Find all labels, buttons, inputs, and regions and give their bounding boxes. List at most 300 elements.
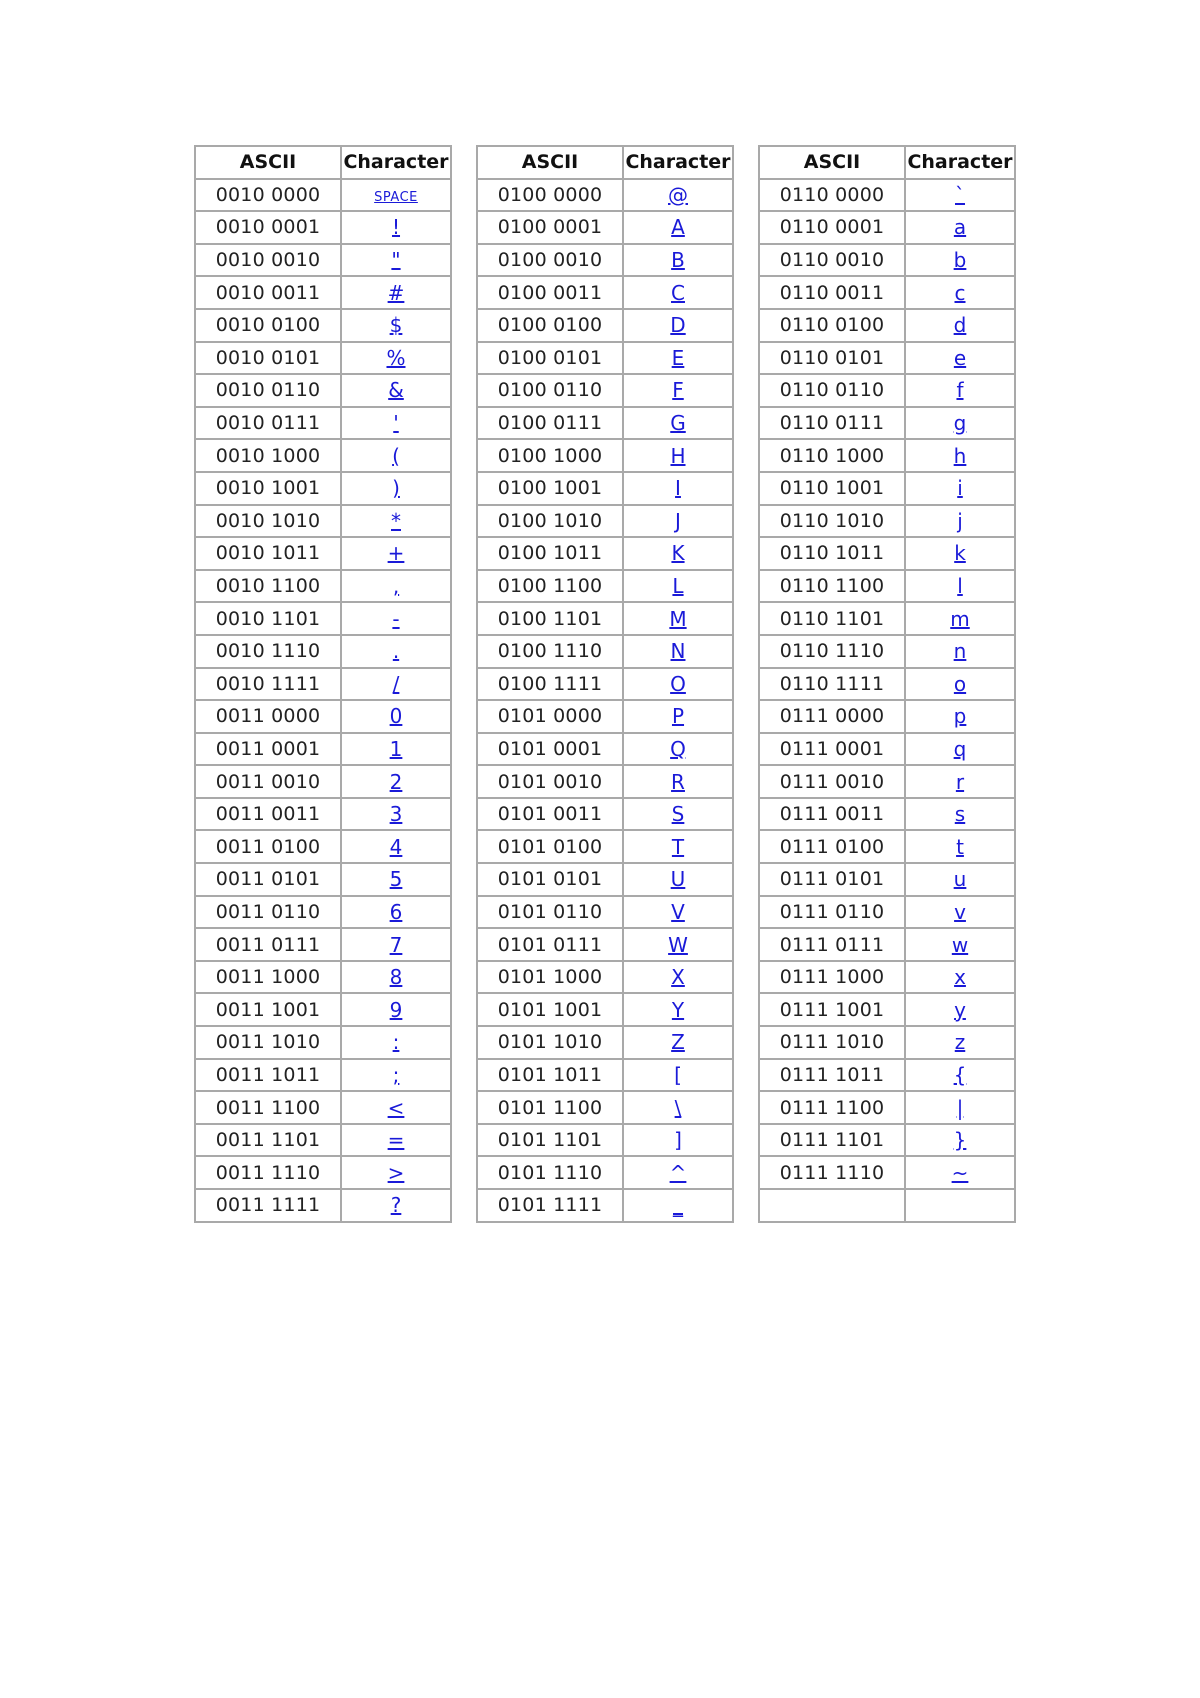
- header-row: [759, 146, 1015, 179]
- character-link[interactable]: ": [391, 248, 401, 273]
- character-link[interactable]: U: [670, 867, 686, 892]
- character-link[interactable]: _: [673, 1193, 683, 1218]
- table-row: [195, 928, 451, 961]
- ascii-code-cell: 0111 0101: [759, 863, 905, 896]
- table-row: [759, 928, 1015, 961]
- character-cell: [905, 1124, 1015, 1157]
- table-row: [195, 635, 451, 668]
- table-row: [195, 765, 451, 798]
- table-row: [477, 700, 733, 733]
- ascii-code-cell: 0010 1001: [195, 472, 341, 505]
- ascii-code-cell: 0010 0011: [195, 276, 341, 309]
- ascii-code-cell: 0101 1111: [477, 1189, 623, 1222]
- character-cell: [623, 798, 733, 831]
- table-row: [195, 342, 451, 375]
- ascii-code-cell: 0111 1011: [759, 1059, 905, 1092]
- ascii-code-cell: 0101 0010: [477, 765, 623, 798]
- table-row: [195, 1124, 451, 1157]
- ascii-code-cell: 0100 1011: [477, 537, 623, 570]
- ascii-tables: [194, 145, 1016, 1223]
- character-link[interactable]: v: [954, 899, 966, 924]
- table-row: [759, 798, 1015, 831]
- character-link[interactable]: :: [392, 1030, 400, 1055]
- character-link[interactable]: H: [670, 443, 686, 468]
- character-link[interactable]: #: [387, 280, 405, 305]
- character-link[interactable]: o: [953, 671, 967, 696]
- ascii-code-cell: 0110 1101: [759, 602, 905, 635]
- ascii-code-cell: 0011 0011: [195, 798, 341, 831]
- character-cell: [623, 309, 733, 342]
- character-cell: [905, 961, 1015, 994]
- table-row: [759, 537, 1015, 570]
- table-row: [477, 374, 733, 407]
- table-row: [759, 863, 1015, 896]
- character-cell: [905, 244, 1015, 277]
- character-cell: [623, 472, 733, 505]
- character-link[interactable]: P: [671, 704, 685, 729]
- character-cell: [623, 733, 733, 766]
- character-cell: [623, 765, 733, 798]
- character-cell: [341, 602, 451, 635]
- ascii-code-cell: [759, 1189, 905, 1222]
- character-link[interactable]: k: [954, 541, 966, 566]
- character-cell: [623, 896, 733, 929]
- character-cell: [341, 1026, 451, 1059]
- character-link[interactable]: >: [387, 1160, 405, 1185]
- character-cell: [623, 342, 733, 375]
- character-link[interactable]: SPACE: [374, 189, 418, 205]
- character-link[interactable]: 7: [389, 932, 403, 957]
- character-link[interactable]: 2: [389, 769, 403, 794]
- character-cell: [341, 928, 451, 961]
- ascii-code-cell: 0110 1100: [759, 570, 905, 603]
- ascii-code-cell: 0011 1111: [195, 1189, 341, 1222]
- character-cell: [341, 1124, 451, 1157]
- character-link[interactable]: Z: [671, 1030, 685, 1055]
- table-row: [195, 830, 451, 863]
- character-link[interactable]: 6: [389, 899, 403, 924]
- character-link[interactable]: ]: [674, 1128, 682, 1153]
- character-cell: [905, 928, 1015, 961]
- ascii-code-cell: 0111 0000: [759, 700, 905, 733]
- table-row: [195, 505, 451, 538]
- character-cell: [905, 993, 1015, 1026]
- table-row: [759, 1189, 1015, 1222]
- ascii-code-cell: 0011 0010: [195, 765, 341, 798]
- character-cell: [341, 276, 451, 309]
- ascii-code-cell: 0010 1110: [195, 635, 341, 668]
- ascii-code-cell: 0011 1101: [195, 1124, 341, 1157]
- character-link[interactable]: E: [671, 345, 685, 370]
- character-cell: [341, 635, 451, 668]
- character-cell: [905, 668, 1015, 701]
- ascii-code-cell: 0100 1010: [477, 505, 623, 538]
- character-link[interactable]: |: [956, 1095, 964, 1120]
- character-cell: [341, 798, 451, 831]
- ascii-code-cell: 0101 0101: [477, 863, 623, 896]
- ascii-code-cell: 0110 0011: [759, 276, 905, 309]
- character-cell: [905, 309, 1015, 342]
- ascii-code-cell: 0011 0001: [195, 733, 341, 766]
- character-link[interactable]: i: [957, 476, 963, 501]
- table-row: [477, 1124, 733, 1157]
- character-link[interactable]: [: [674, 1062, 682, 1087]
- character-link[interactable]: *: [391, 508, 401, 533]
- character-cell: [905, 602, 1015, 635]
- table-row: [477, 1189, 733, 1222]
- character-cell: [905, 1059, 1015, 1092]
- character-cell: [623, 1091, 733, 1124]
- character-cell: [341, 733, 451, 766]
- table-row: [195, 179, 451, 212]
- character-link[interactable]: q: [953, 736, 967, 761]
- ascii-code-cell: 0100 1001: [477, 472, 623, 505]
- character-cell: [341, 342, 451, 375]
- character-link[interactable]: W: [668, 932, 688, 957]
- table-row: [759, 700, 1015, 733]
- table-row: [759, 993, 1015, 1026]
- ascii-code-cell: 0110 0101: [759, 342, 905, 375]
- character-link[interactable]: b: [953, 248, 967, 273]
- table-row: [477, 1059, 733, 1092]
- table-row: [759, 830, 1015, 863]
- character-link[interactable]: s: [954, 802, 966, 827]
- character-link[interactable]: ;: [392, 1062, 400, 1087]
- table-row: [759, 668, 1015, 701]
- character-cell: [905, 765, 1015, 798]
- character-cell: [341, 830, 451, 863]
- table-row: [759, 1124, 1015, 1157]
- character-cell: [341, 993, 451, 1026]
- character-link[interactable]: ): [392, 476, 400, 501]
- ascii-code-cell: 0111 1000: [759, 961, 905, 994]
- table-row: [195, 863, 451, 896]
- character-link[interactable]: M: [669, 606, 687, 631]
- ascii-code-cell: 0011 1001: [195, 993, 341, 1026]
- table-row: [195, 439, 451, 472]
- table-row: [477, 342, 733, 375]
- ascii-code-cell: 0111 0010: [759, 765, 905, 798]
- character-link[interactable]: <: [387, 1095, 405, 1120]
- character-link[interactable]: +: [387, 541, 405, 566]
- character-link[interactable]: .: [392, 639, 400, 664]
- character-cell: [623, 1026, 733, 1059]
- character-link[interactable]: L: [672, 574, 684, 599]
- table-row: [195, 602, 451, 635]
- character-header: Character: [341, 146, 451, 179]
- table-row: [759, 309, 1015, 342]
- character-link[interactable]: \: [674, 1095, 682, 1120]
- character-cell: [341, 765, 451, 798]
- ascii-code-cell: 0100 0011: [477, 276, 623, 309]
- ascii-code-cell: 0100 0111: [477, 407, 623, 440]
- ascii-code-cell: 0011 1011: [195, 1059, 341, 1092]
- table-row: [477, 928, 733, 961]
- table-row: [477, 472, 733, 505]
- character-link[interactable]: ,: [392, 574, 400, 599]
- table-row: [477, 1026, 733, 1059]
- character-cell: [623, 374, 733, 407]
- character-cell: [341, 374, 451, 407]
- ascii-code-cell: 0011 1000: [195, 961, 341, 994]
- table-row: [195, 798, 451, 831]
- ascii-code-cell: 0010 0010: [195, 244, 341, 277]
- ascii-code-cell: 0100 0000: [477, 179, 623, 212]
- character-cell: [905, 211, 1015, 244]
- character-link[interactable]: ~: [951, 1160, 969, 1185]
- table-row: [195, 733, 451, 766]
- character-cell: [623, 1059, 733, 1092]
- character-link[interactable]: t: [956, 834, 964, 859]
- character-cell: [905, 863, 1015, 896]
- character-link[interactable]: X: [671, 965, 685, 990]
- character-link[interactable]: T: [671, 834, 685, 859]
- character-link[interactable]: z: [954, 1030, 966, 1055]
- ascii-table-3: [758, 145, 1016, 1223]
- table-row: [195, 993, 451, 1026]
- ascii-code-cell: 0010 0000: [195, 179, 341, 212]
- ascii-code-cell: 0110 1000: [759, 439, 905, 472]
- table-row: [759, 961, 1015, 994]
- ascii-code-cell: 0111 0100: [759, 830, 905, 863]
- ascii-code-cell: 0110 1111: [759, 668, 905, 701]
- character-link[interactable]: N: [670, 639, 686, 664]
- table-row: [477, 505, 733, 538]
- table-row: [759, 276, 1015, 309]
- table-row: [477, 635, 733, 668]
- character-cell: [341, 211, 451, 244]
- character-cell: [905, 798, 1015, 831]
- table-row: [477, 309, 733, 342]
- table-row: [195, 1156, 451, 1189]
- table-row: [477, 244, 733, 277]
- character-link[interactable]: x: [954, 965, 966, 990]
- table-row: [477, 179, 733, 212]
- character-link[interactable]: ^: [669, 1160, 687, 1185]
- character-cell: [341, 1189, 451, 1222]
- character-link[interactable]: !: [391, 215, 401, 240]
- character-link[interactable]: =: [387, 1128, 405, 1153]
- character-link[interactable]: R: [671, 769, 685, 794]
- character-link[interactable]: C: [671, 280, 685, 305]
- table-row: [759, 635, 1015, 668]
- table-row: [759, 439, 1015, 472]
- character-link[interactable]: ?: [390, 1193, 402, 1218]
- character-link[interactable]: Y: [671, 997, 685, 1022]
- character-cell: [623, 407, 733, 440]
- ascii-code-cell: 0101 0110: [477, 896, 623, 929]
- character-cell: [341, 505, 451, 538]
- character-link[interactable]: e: [953, 345, 967, 370]
- character-link[interactable]: c: [954, 280, 966, 305]
- character-link[interactable]: m: [950, 606, 970, 631]
- character-link[interactable]: $: [389, 313, 403, 338]
- character-link[interactable]: (: [392, 443, 400, 468]
- ascii-code-cell: 0110 1011: [759, 537, 905, 570]
- table-row: [759, 472, 1015, 505]
- character-link[interactable]: j: [957, 508, 963, 533]
- table-row: [477, 993, 733, 1026]
- character-link[interactable]: I: [675, 476, 681, 501]
- character-link[interactable]: p: [953, 704, 967, 729]
- character-cell: [905, 505, 1015, 538]
- ascii-code-cell: 0010 1010: [195, 505, 341, 538]
- character-link[interactable]: A: [671, 215, 685, 240]
- table-row: [477, 830, 733, 863]
- table-row: [759, 1156, 1015, 1189]
- ascii-code-cell: 0100 1110: [477, 635, 623, 668]
- character-cell: [623, 505, 733, 538]
- ascii-code-cell: 0101 1101: [477, 1124, 623, 1157]
- table-row: [477, 1091, 733, 1124]
- table-row: [477, 896, 733, 929]
- character-link[interactable]: D: [670, 313, 686, 338]
- ascii-code-cell: 0011 1100: [195, 1091, 341, 1124]
- character-link[interactable]: 5: [389, 867, 403, 892]
- character-link[interactable]: /: [392, 671, 400, 696]
- character-link[interactable]: ': [393, 411, 399, 436]
- character-link[interactable]: n: [953, 639, 967, 664]
- table-row: [195, 1189, 451, 1222]
- ascii-code-cell: 0101 0000: [477, 700, 623, 733]
- character-link[interactable]: B: [671, 248, 685, 273]
- character-link[interactable]: S: [671, 802, 685, 827]
- table-row: [759, 733, 1015, 766]
- character-cell: [905, 1189, 1015, 1222]
- table-row: [195, 244, 451, 277]
- ascii-code-cell: 0110 0100: [759, 309, 905, 342]
- character-cell: [341, 961, 451, 994]
- character-link[interactable]: l: [957, 574, 963, 599]
- character-cell: [341, 668, 451, 701]
- character-cell: [623, 570, 733, 603]
- character-cell: [905, 439, 1015, 472]
- table-row: [195, 374, 451, 407]
- ascii-code-cell: 0110 0010: [759, 244, 905, 277]
- ascii-code-cell: 0110 1010: [759, 505, 905, 538]
- table-row: [759, 602, 1015, 635]
- character-cell: [341, 472, 451, 505]
- character-link[interactable]: 4: [389, 834, 403, 859]
- ascii-code-cell: 0011 1110: [195, 1156, 341, 1189]
- character-link[interactable]: 8: [389, 965, 403, 990]
- table-row: [759, 1059, 1015, 1092]
- table-row: [477, 1156, 733, 1189]
- character-cell: [341, 896, 451, 929]
- table-row: [759, 1026, 1015, 1059]
- character-cell: [341, 1156, 451, 1189]
- header-row: [195, 146, 451, 179]
- character-cell: [623, 244, 733, 277]
- character-link[interactable]: g: [953, 411, 967, 436]
- character-cell: [341, 570, 451, 603]
- ascii-code-cell: 0100 0010: [477, 244, 623, 277]
- table-row: [195, 407, 451, 440]
- table-row: [759, 407, 1015, 440]
- ascii-code-cell: 0111 0111: [759, 928, 905, 961]
- character-link[interactable]: h: [953, 443, 967, 468]
- character-link[interactable]: J: [675, 508, 681, 533]
- ascii-code-cell: 0110 0001: [759, 211, 905, 244]
- table-row: [195, 1091, 451, 1124]
- character-link[interactable]: %: [386, 345, 406, 370]
- character-cell: [341, 244, 451, 277]
- ascii-code-cell: 0110 1110: [759, 635, 905, 668]
- ascii-code-cell: 0010 1000: [195, 439, 341, 472]
- ascii-header: ASCII: [195, 146, 341, 179]
- character-link[interactable]: d: [953, 313, 967, 338]
- character-link[interactable]: a: [953, 215, 967, 240]
- ascii-code-cell: 0100 1101: [477, 602, 623, 635]
- character-link[interactable]: {: [953, 1062, 967, 1087]
- character-cell: [623, 993, 733, 1026]
- ascii-code-cell: 0111 1101: [759, 1124, 905, 1157]
- table-row: [759, 211, 1015, 244]
- character-link[interactable]: -: [392, 606, 400, 631]
- character-link[interactable]: r: [955, 769, 965, 794]
- character-link[interactable]: @: [668, 182, 688, 207]
- ascii-code-cell: 0011 0101: [195, 863, 341, 896]
- ascii-code-cell: 0100 1100: [477, 570, 623, 603]
- ascii-header: ASCII: [759, 146, 905, 179]
- ascii-code-cell: 0110 0111: [759, 407, 905, 440]
- character-link[interactable]: 0: [389, 704, 403, 729]
- ascii-code-cell: 0010 1011: [195, 537, 341, 570]
- ascii-code-cell: 0110 0110: [759, 374, 905, 407]
- ascii-code-cell: 0101 1011: [477, 1059, 623, 1092]
- character-cell: [623, 700, 733, 733]
- ascii-code-cell: 0100 0101: [477, 342, 623, 375]
- character-link[interactable]: O: [670, 671, 686, 696]
- table-row: [759, 244, 1015, 277]
- character-link[interactable]: V: [671, 899, 685, 924]
- character-link[interactable]: 1: [389, 736, 403, 761]
- character-link[interactable]: `: [955, 182, 965, 207]
- character-cell: [341, 309, 451, 342]
- character-link[interactable]: G: [670, 411, 686, 436]
- ascii-code-cell: 0101 1110: [477, 1156, 623, 1189]
- character-link[interactable]: K: [671, 541, 685, 566]
- table-row: [759, 765, 1015, 798]
- ascii-code-cell: 0100 0001: [477, 211, 623, 244]
- character-cell: [623, 179, 733, 212]
- character-cell: [623, 211, 733, 244]
- character-link[interactable]: 3: [389, 802, 403, 827]
- ascii-code-cell: 0010 1101: [195, 602, 341, 635]
- character-link[interactable]: f: [956, 378, 964, 403]
- character-link[interactable]: y: [954, 997, 966, 1022]
- character-link[interactable]: Q: [670, 736, 686, 761]
- character-cell: [623, 863, 733, 896]
- character-cell: [341, 700, 451, 733]
- character-header: Character: [623, 146, 733, 179]
- ascii-code-cell: 0111 1100: [759, 1091, 905, 1124]
- table-row: [759, 896, 1015, 929]
- character-link[interactable]: u: [953, 867, 967, 892]
- character-link[interactable]: F: [672, 378, 684, 403]
- ascii-code-cell: 0010 0100: [195, 309, 341, 342]
- character-link[interactable]: 9: [389, 997, 403, 1022]
- character-cell: [341, 537, 451, 570]
- ascii-header: ASCII: [477, 146, 623, 179]
- character-cell: [905, 537, 1015, 570]
- character-link[interactable]: w: [951, 932, 969, 957]
- character-cell: [623, 635, 733, 668]
- character-link[interactable]: &: [388, 378, 404, 403]
- character-cell: [905, 830, 1015, 863]
- character-link[interactable]: }: [953, 1128, 967, 1153]
- header-row: [477, 146, 733, 179]
